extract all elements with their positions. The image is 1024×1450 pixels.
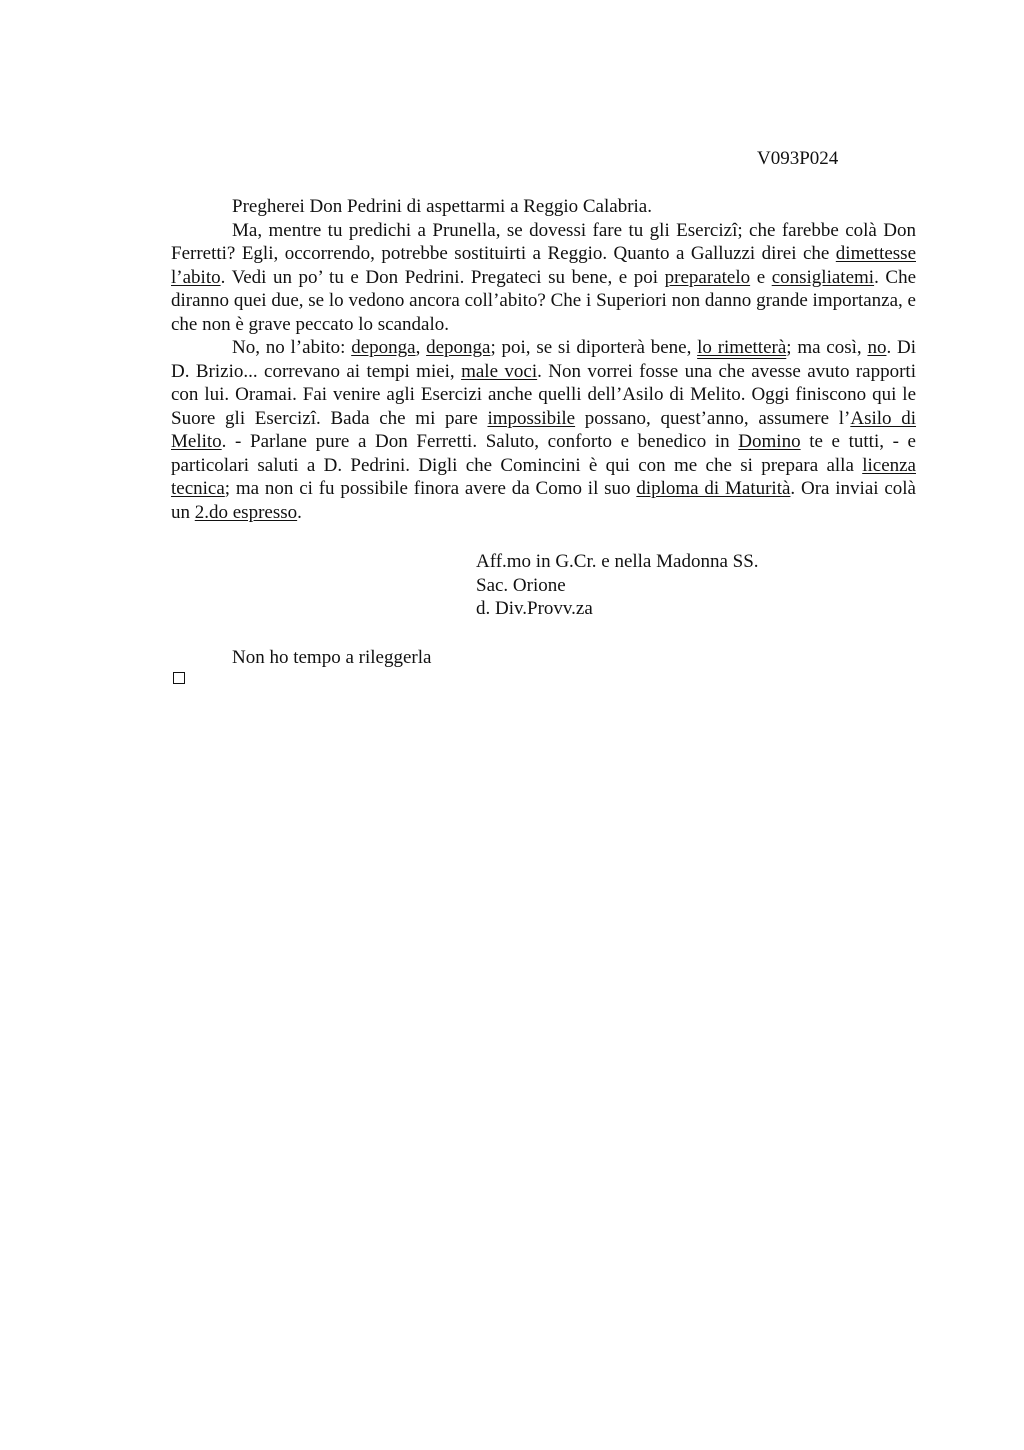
paragraph-3: No, no l’abito: deponga, deponga; poi, se si diporterà bene, lo rimetterà; ma così, no. Di D. Brizio... correvano ai tempi miei, male voci. Non vorrei fosse una che avesse avuto rapporti con lui. Oramai. Fai venire agli Esercizi anche quelli dell’Asilo di Melito. Oggi finiscono qui le Suore gli Esercizi. Bada che mi pare impossibile possano, quest’anno, assumere l’Asilo di Melito. - Parlane pure a Don Ferretti. Saluto, conforto e benedico in Domino te e tutti, - e particolari saluti a D. Pedrini. Digli che Comincini è qui con me che si prepara alla licenza tecnica; ma non ci fu possibile finora avere da Como il suo diploma di Maturità. Ora inviai colà un 2.do espresso. (171, 337, 917, 523)
signature-line-1: Aff.mo in G.Cr. e nella Madonna SS. (476, 551, 759, 572)
underlined-text: deponga (426, 337, 491, 358)
underlined-text: male voci (461, 360, 538, 382)
paragraph-2: Ma, mentre tu predichi a Prunella, se dovessi fare tu gli Esercizi; che farebbe colà Don Ferretti? Egli, occorrendo, potrebbe sostituirti a Reggio. Quanto a Galluzzi direi che dimettesse l’abito. Vedi un po’ tu e Don Pedrini. Pregateci su bene, e poi preparatelo e consigliatemi. Che diranno quei due, se lo vedono ancora coll’abito? Che i Superiori non danno grande importanza, e che non è grave peccato lo scandalo. (171, 219, 917, 335)
double-underlined-text: lo rimetterà (697, 337, 787, 358)
underlined-text: Asilo di Melito (171, 407, 917, 452)
underlined-text: 2.do espresso (194, 501, 298, 523)
signature-line-3: d. Div.Provv.za (476, 598, 593, 619)
underlined-text: no (867, 337, 887, 358)
signature-line-2: Sac. Orione (476, 574, 566, 596)
underlined-text: licenza tecnica (171, 454, 916, 499)
empty-checkbox-icon (173, 672, 185, 684)
signature-block (476, 550, 759, 621)
underlined-text: dimettesse l’abito (171, 243, 916, 288)
underlined-text: deponga (351, 337, 416, 358)
paragraph-1: Pregherei Don Pedrini di aspettarmi a Reggio Calabria. (232, 196, 652, 217)
letter-body (171, 195, 916, 524)
document-code: V093P024 (757, 148, 839, 169)
underlined-text: consigliatemi (771, 266, 875, 288)
postscript: Non ho tempo a rileggerla (232, 647, 432, 668)
underlined-text: impossibile (487, 407, 576, 429)
underlined-text: diploma di Maturità (636, 478, 791, 499)
underlined-text: preparatelo (664, 266, 751, 288)
underlined-text: Domino (738, 431, 801, 452)
